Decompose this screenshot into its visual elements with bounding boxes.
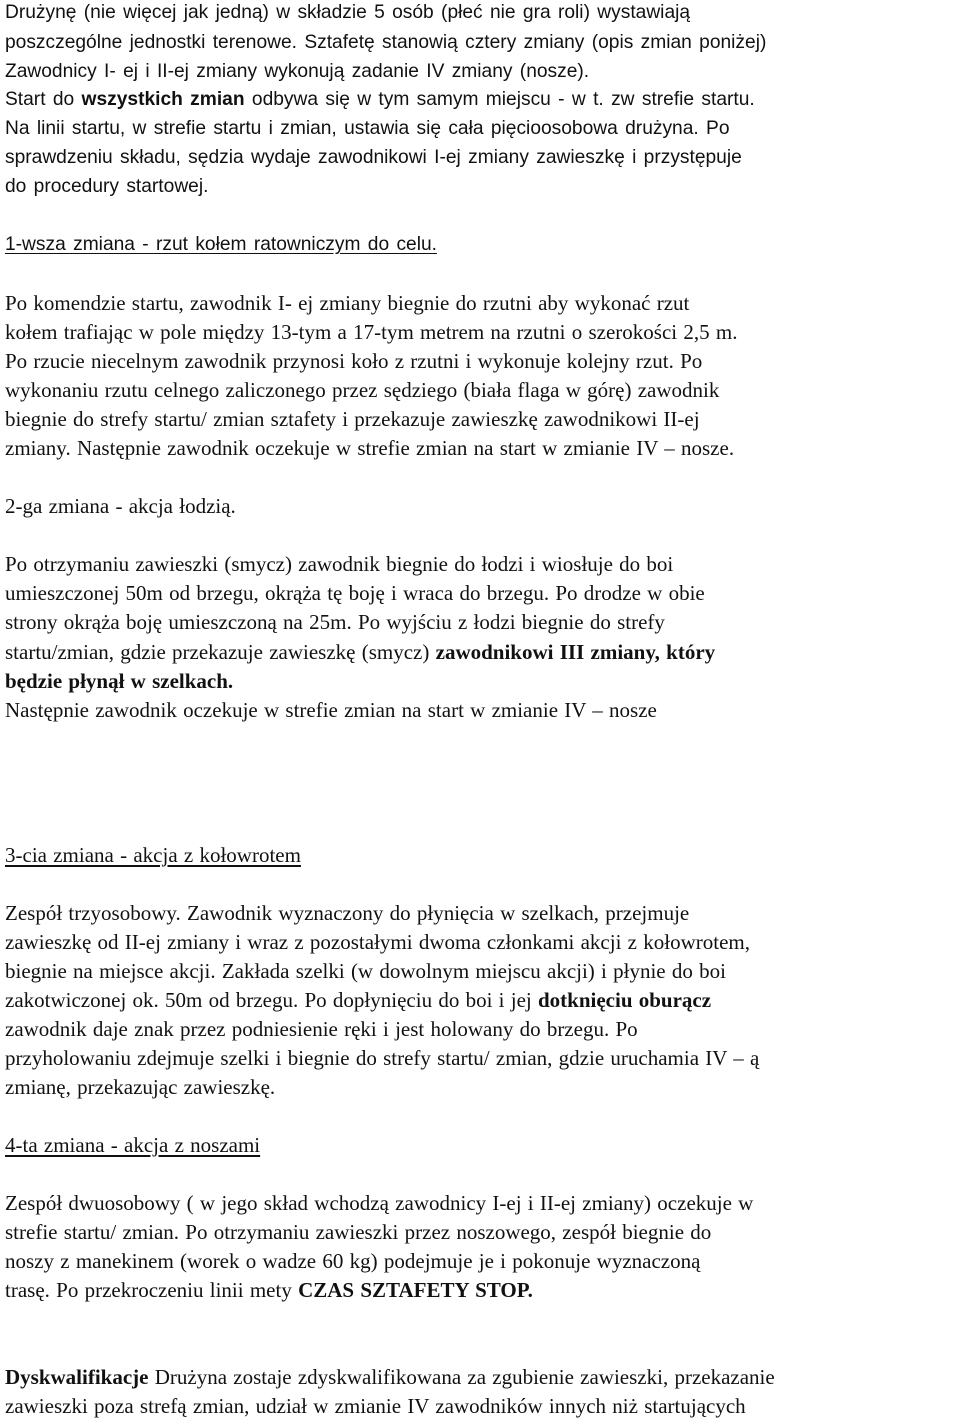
intro-line: Drużynę (nie więcej jak jedną) w składzie 5 osób (płeć nie gra roli) wystawiają — [5, 2, 691, 23]
emphasis-relay-time-stop: CZAS SZTAFETY STOP. — [298, 1278, 533, 1302]
emphasis-harness: będzie płynął w szelkach. — [5, 669, 234, 693]
paragraph-line: zakotwiczonej ok. 50m od brzegu. Po dopłynięciu do boi i jej dotknięciu oburącz — [5, 988, 712, 1012]
paragraph-line: Po komendzie startu, zawodnik I- ej zmiany biegnie do rzutni aby wykonać rzut — [5, 291, 690, 315]
emphasis-all-changes: wszystkich zmian — [81, 89, 245, 110]
paragraph-line: strefie startu/ zmian. Po otrzymaniu zawieszki przez noszowego, zespół biegnie do — [5, 1220, 712, 1244]
disqualifications-label: Dyskwalifikacje — [5, 1365, 149, 1389]
paragraph-line: kołem trafiając w pole między 13-tym a 17-tym metrem na rzutni o szerokości 2,5 m. — [5, 320, 738, 344]
paragraph-line: biegnie do strefy startu/ zmian sztafety i przekazuje zawieszkę zawodnikowi II-ej — [5, 407, 700, 431]
paragraph-line: zawieszkę od II-ej zmiany i wraz z pozostałymi dwoma członkami akcji z kołowrotem, — [5, 930, 750, 954]
paragraph-line: zmianę, przekazując zawieszkę. — [5, 1075, 276, 1099]
paragraph-line: zawodnik daje znak przez podniesienie ręki i jest holowany do brzegu. Po — [5, 1017, 638, 1041]
emphasis-third-change: zawodnikowi III zmiany, który — [435, 640, 716, 664]
intro-line: poszczególne jednostki terenowe. Sztafetę stanowią cztery zmiany (opis zmian poniżej) — [5, 32, 767, 53]
emphasis-touch-both-hands: dotknięciu oburącz — [537, 988, 712, 1012]
intro-line: do procedury startowej. — [5, 176, 209, 197]
paragraph-line: trasę. Po przekroczeniu linii mety CZAS SZTAFETY STOP. — [5, 1278, 533, 1302]
intro-line: Start do wszystkich zmian odbywa się w tym samym miejscu - w t. zw strefie startu. — [5, 89, 755, 110]
paragraph-line: zawieszki poza strefą zmian, udział w zmianie IV zawodników innych niż startujących — [5, 1394, 746, 1418]
paragraph-line: Zespół dwuosobowy ( w jego skład wchodzą zawodnicy I-ej i II-ej zmiany) oczekuje w — [5, 1191, 754, 1215]
intro-line: Zawodnicy I- ej i II-ej zmiany wykonują zadanie IV zmiany (nosze). — [5, 61, 590, 82]
section-heading-change-3: 3-cia zmiana - akcja z kołowrotem — [5, 843, 301, 867]
paragraph-line: noszy z manekinem (worek o wadze 60 kg) podejmuje je i pokonuje wyznaczoną — [5, 1249, 701, 1273]
paragraph-line: strony okrąża boję umieszczoną na 25m. Po wyjściu z łodzi biegnie do strefy — [5, 610, 665, 634]
intro-line: sprawdzeniu składu, sędzia wydaje zawodnikowi I-ej zmiany zawieszkę i przystępuje — [5, 147, 742, 168]
paragraph-line: umieszczonej 50m od brzegu, okrąża tę boję i wraca do brzegu. Po drodze w obie — [5, 581, 705, 605]
section-heading-change-2: 2-ga zmiana - akcja łodzią. — [5, 494, 236, 518]
paragraph-line: Zespół trzyosobowy. Zawodnik wyznaczony do płynięcia w szelkach, przejmuje — [5, 901, 690, 925]
paragraph-line: Dyskwalifikacje Drużyna zostaje zdyskwalifikowana za zgubienie zawieszki, przekazanie — [5, 1365, 775, 1389]
paragraph-line: przyholowaniu zdejmuje szelki i biegnie do strefy startu/ zmian, gdzie uruchamia IV – ą — [5, 1046, 760, 1070]
paragraph-line: wykonaniu rzutu celnego zaliczonego przez sędziego (biała flaga w górę) zawodnik — [5, 378, 720, 402]
paragraph-line: Następnie zawodnik oczekuje w strefie zmian na start w zmianie IV – nosze — [5, 698, 657, 722]
paragraph-line: Po otrzymaniu zawieszki (smycz) zawodnik biegnie do łodzi i wiosłuje do boi — [5, 552, 674, 576]
intro-line: Na linii startu, w strefie startu i zmian, ustawia się cała pięcioosobowa drużyna. Po — [5, 118, 730, 139]
paragraph-line: Po rzucie niecelnym zawodnik przynosi koło z rzutni i wykonuje kolejny rzut. Po — [5, 349, 703, 373]
paragraph-line: zmiany. Następnie zawodnik oczekuje w strefie zmian na start w zmianie IV – nosze. — [5, 436, 735, 460]
section-heading-change-1: 1-wsza zmiana - rzut kołem ratowniczym do celu. — [5, 234, 437, 255]
paragraph-line: startu/zmian, gdzie przekazuje zawieszkę (smycz) zawodnikowi III zmiany, który — [5, 640, 716, 664]
section-heading-change-4: 4-ta zmiana - akcja z noszami — [5, 1133, 261, 1157]
paragraph-line: biegnie na miejsce akcji. Zakłada szelki (w dowolnym miejscu akcji) i płynie do boi — [5, 959, 726, 983]
